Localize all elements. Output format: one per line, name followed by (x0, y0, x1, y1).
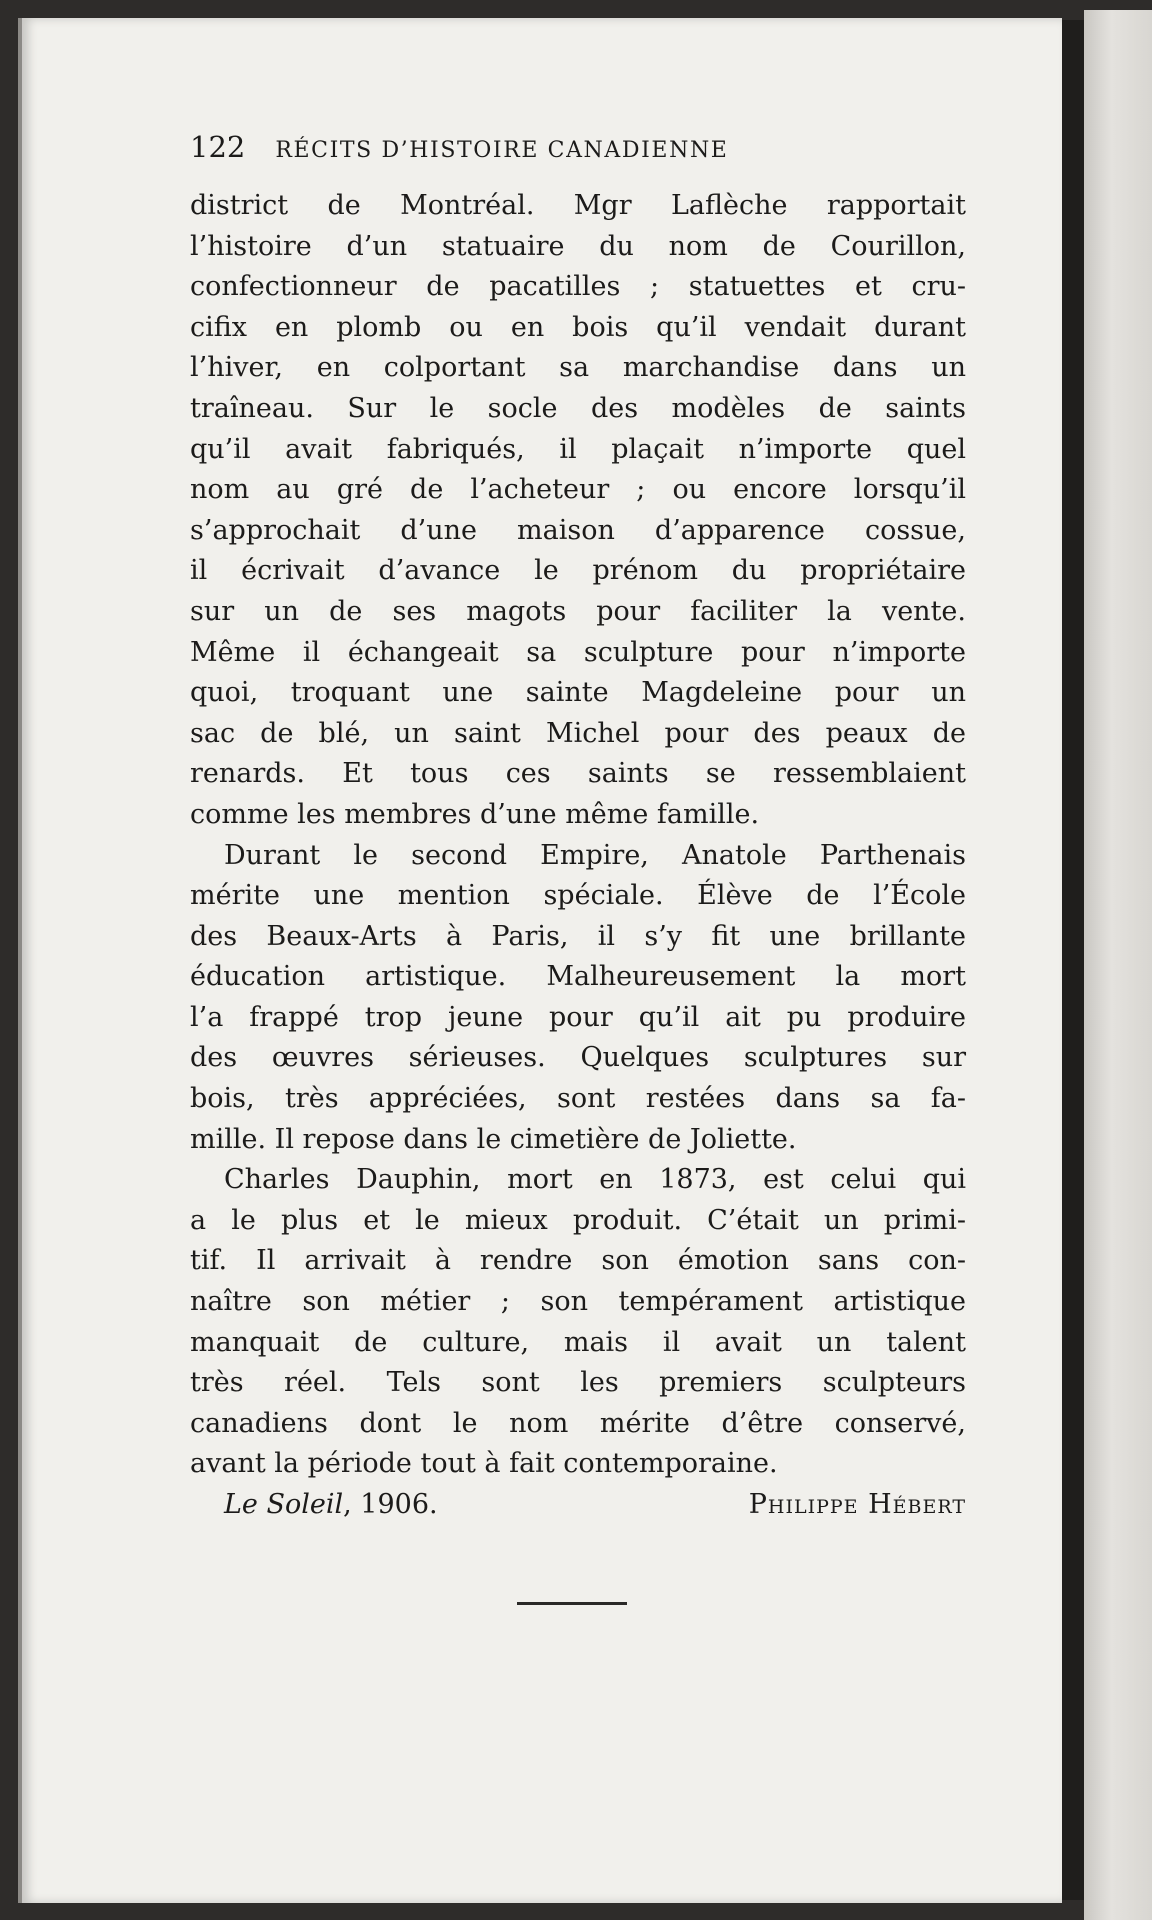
text-line: il écrivait d’avance le prénom du propriétaire (190, 555, 966, 587)
text-line: qu’il avait fabriqués, il plaçait n’importe quel (190, 433, 966, 465)
text-line: mérite une mention spéciale. Élève de l’École (190, 880, 966, 912)
text-line: sur un de ses magots pour faciliter la vente. (190, 595, 966, 627)
adjacent-page-edge (1084, 10, 1152, 1920)
paragraph-3 (190, 1160, 966, 1485)
source-year: , 1906. (343, 1489, 438, 1520)
paragraph-1 (190, 186, 966, 836)
text-line: avant la période tout à fait contemporaine. (190, 1448, 778, 1480)
text-line: bois, très appréciées, sont restées dans sa fa- (190, 1083, 966, 1115)
text-line: district de Montréal. Mgr Laflèche rapportait (190, 190, 966, 221)
source-citation (224, 1485, 438, 1526)
text-line: canadiens dont le nom mérite d’être conservé, (190, 1407, 966, 1439)
text-line: confectionneur de pacatilles ; statuettes et cru- (190, 271, 966, 303)
text-line: sac de blé, un saint Michel pour des peaux de (190, 717, 966, 749)
text-line: l’histoire d’un statuaire du nom de Courillon, (190, 230, 966, 262)
text-line: très réel. Tels sont les premiers sculpteurs (190, 1367, 966, 1399)
text-line: éducation artistique. Malheureusement la mort (190, 961, 966, 993)
page-text (190, 130, 966, 1526)
text-line: manquait de culture, mais il avait un talent (190, 1326, 966, 1358)
book-spine-shadow (1062, 20, 1084, 1900)
text-line: nom au gré de l’acheteur ; ou encore lorsqu’il (190, 474, 966, 506)
text-line: mille. Il repose dans le cimetière de Joliette. (190, 1123, 797, 1155)
text-line: cifix en plomb ou en bois qu’il vendait durant (190, 311, 966, 343)
text-line: s’approchait d’une maison d’apparence cossue, (190, 514, 966, 546)
paragraph-2 (190, 836, 966, 1161)
text-line: l’a frappé trop jeune pour qu’il ait pu produire (190, 1001, 966, 1033)
text-line: quoi, troquant une sainte Magdeleine pour un (190, 677, 966, 709)
text-line: comme les membres d’une même famille. (190, 798, 760, 830)
running-head-title: RÉCITS D’HISTOIRE CANADIENNE (275, 138, 729, 163)
text-line: renards. Et tous ces saints se ressemblaient (190, 758, 966, 790)
text-line: des Beaux-Arts à Paris, il s’y fit une brillante (190, 920, 966, 952)
text-line: l’hiver, en colportant sa marchandise dans un (190, 352, 966, 384)
text-line: Durant le second Empire, Anatole Parthenais (224, 839, 966, 871)
running-head (190, 130, 966, 186)
author-name: Philippe Hébert (748, 1489, 966, 1520)
text-line: a le plus et le mieux produit. C’était un primi- (190, 1204, 966, 1236)
text-line: naître son métier ; son tempérament artistique (190, 1286, 966, 1318)
end-rule-divider (517, 1602, 627, 1605)
text-line: Charles Dauphin, mort en 1873, est celui qui (224, 1164, 966, 1196)
text-line: traîneau. Sur le socle des modèles de saints (190, 392, 966, 424)
signature-line (190, 1485, 966, 1526)
page-number: 122 (190, 130, 246, 164)
text-line: des œuvres sérieuses. Quelques sculptures sur (190, 1042, 966, 1074)
text-line: Même il échangeait sa sculpture pour n’importe (190, 636, 966, 668)
source-title: Le Soleil (224, 1489, 344, 1520)
text-line: tif. Il arrivait à rendre son émotion sans con- (190, 1245, 966, 1277)
